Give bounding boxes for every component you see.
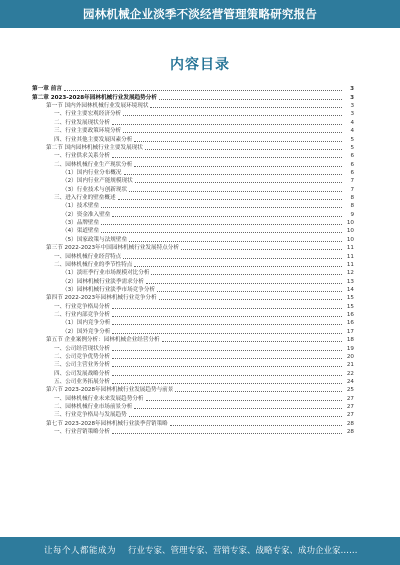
toc-entry-page: 15 bbox=[346, 303, 354, 310]
toc-leader-dots bbox=[123, 132, 342, 133]
toc-entry-title: （2）园林机械行业淡季需求分析 bbox=[62, 278, 144, 285]
toc-entry-title: 三、进入行业的壁垒概述 bbox=[54, 195, 116, 202]
toc-entry-page: 22 bbox=[346, 370, 354, 377]
toc-entry-title: 第三节 2022-2023年中国园林机械行业发展特点分析 bbox=[46, 245, 179, 252]
toc-entry-title: 第五节 企业案例分析：园林机械企业经营分析 bbox=[46, 337, 160, 344]
toc-entry[interactable] bbox=[32, 102, 354, 110]
toc-entry-page: 28 bbox=[346, 429, 354, 436]
toc-entry[interactable] bbox=[32, 369, 354, 377]
toc-entry[interactable] bbox=[32, 344, 354, 352]
toc-entry[interactable] bbox=[32, 85, 354, 93]
toc-leader-dots bbox=[112, 316, 342, 317]
toc-entry[interactable] bbox=[32, 118, 354, 126]
toc-leader-dots bbox=[159, 99, 342, 100]
toc-entry[interactable] bbox=[32, 269, 354, 277]
toc-leader-dots bbox=[123, 115, 342, 116]
toc-entry-title: 二、园林机械行业市场前景分析 bbox=[54, 404, 133, 411]
toc-entry[interactable] bbox=[32, 286, 354, 294]
toc-entry-title: 一、行业竞争格局分析 bbox=[54, 303, 110, 310]
toc-entry-page: 25 bbox=[346, 387, 354, 394]
toc-entry[interactable] bbox=[32, 353, 354, 361]
toc-entry-title: 二、园林机械行业生产现状分析 bbox=[54, 161, 133, 168]
toc-leader-dots bbox=[112, 216, 342, 217]
toc-entry-title: 一、园林机械行业经营特点 bbox=[54, 253, 122, 260]
toc-entry-page: 24 bbox=[346, 378, 354, 385]
toc-entry[interactable] bbox=[32, 127, 354, 135]
toc-entry-title: 一、园林机械行业未来发展趋势分析 bbox=[54, 395, 144, 402]
toc-entry[interactable] bbox=[32, 185, 354, 193]
toc-entry-title: 二、园林机械行业的季节性特点 bbox=[54, 261, 133, 268]
toc-entry[interactable] bbox=[32, 361, 354, 369]
toc-entry-title: （2）国外竞争分析 bbox=[62, 328, 111, 335]
toc-entry[interactable] bbox=[32, 210, 354, 218]
toc-entry-page: 13 bbox=[346, 278, 354, 285]
toc-entry-title: （5）国家政策与法规壁垒 bbox=[62, 236, 128, 243]
toc-leader-dots bbox=[112, 333, 342, 334]
toc-entry-page: 12 bbox=[346, 270, 354, 277]
toc-entry-page: 16 bbox=[346, 320, 354, 327]
toc-leader-dots bbox=[118, 199, 342, 200]
toc-leader-dots bbox=[145, 149, 342, 150]
toc-leader-dots bbox=[146, 400, 342, 401]
toc-entry-title: （3）行业技术与创新现状 bbox=[62, 186, 128, 193]
toc-entry-page: 6 bbox=[350, 161, 354, 168]
toc-entry-title: 第七节 2023-2028年园林机械行业淡季营销策略 bbox=[46, 420, 168, 427]
toc-entry-page: 19 bbox=[346, 345, 354, 352]
toc-entry-title: （1）国内行业分布概况 bbox=[62, 169, 122, 176]
report-title: 园林机械企业淡季不淡经营管理策略研究报告 bbox=[83, 7, 317, 21]
toc-leader-dots bbox=[112, 308, 342, 309]
toc-entry-page: 3 bbox=[350, 111, 354, 118]
toc-leader-dots bbox=[64, 90, 342, 91]
toc-entry[interactable] bbox=[32, 302, 354, 310]
toc-entry[interactable] bbox=[32, 327, 354, 335]
toc-entry-title: （4）渠道壁垒 bbox=[62, 228, 100, 235]
toc-entry-title: 一、行业供求关系分析 bbox=[54, 153, 110, 160]
toc-leader-dots bbox=[112, 383, 342, 384]
toc-entry-title: 第一章 前言 bbox=[32, 86, 62, 93]
toc-leader-dots bbox=[170, 425, 342, 426]
toc-entry-title: 一、行业营销策略分析 bbox=[54, 429, 110, 436]
toc-entry-page: 10 bbox=[346, 228, 354, 235]
toc-entry-title: 二、行业内部竞争分析 bbox=[54, 312, 110, 319]
toc-entry-title: 第六节 2023-2028年园林机械行业发展趋势与前景 bbox=[46, 387, 174, 394]
toc-leader-dots bbox=[112, 124, 342, 125]
toc-entry[interactable] bbox=[32, 386, 354, 394]
toc-leader-dots bbox=[101, 232, 342, 233]
toc-entry-page: 11 bbox=[346, 245, 354, 252]
toc-entry[interactable] bbox=[32, 403, 354, 411]
toc-entry-page: 6 bbox=[350, 153, 354, 160]
toc-leader-dots bbox=[175, 391, 342, 392]
toc-entry-page: 16 bbox=[346, 312, 354, 319]
toc-entry[interactable] bbox=[32, 294, 354, 302]
toc-entry[interactable] bbox=[32, 419, 354, 427]
toc-leader-dots bbox=[162, 341, 342, 342]
toc-leader-dots bbox=[129, 191, 342, 192]
toc-leader-dots bbox=[157, 291, 342, 292]
toc-entry-page: 21 bbox=[346, 362, 354, 369]
toc-leader-dots bbox=[134, 141, 342, 142]
toc-entry-title: （2）资金准入壁垒 bbox=[62, 211, 111, 218]
toc-entry-page: 3 bbox=[350, 94, 354, 101]
toc-leader-dots bbox=[112, 375, 342, 376]
toc-entry[interactable] bbox=[32, 169, 354, 177]
toc-entry-page: 18 bbox=[346, 337, 354, 344]
toc-entry-page: 10 bbox=[346, 236, 354, 243]
toc-entry[interactable] bbox=[32, 235, 354, 243]
toc-entry-title: 二、行业发展现状分析 bbox=[54, 119, 110, 126]
toc-entry-page: 28 bbox=[346, 420, 354, 427]
toc-entry[interactable] bbox=[32, 202, 354, 210]
toc-leader-dots bbox=[134, 408, 342, 409]
toc-entry-page: 3 bbox=[350, 86, 354, 93]
toc-entry-page: 11 bbox=[346, 261, 354, 268]
toc-leader-dots bbox=[159, 299, 342, 300]
toc-heading: 内容目录 bbox=[170, 57, 230, 73]
footer-bar bbox=[0, 537, 400, 565]
toc-entry-page: 7 bbox=[350, 186, 354, 193]
toc-leader-dots bbox=[135, 182, 342, 183]
toc-entry[interactable] bbox=[32, 261, 354, 269]
toc-entry-page: 4 bbox=[350, 119, 354, 126]
footer-slogan: 让每个人都能成为 bbox=[44, 546, 117, 556]
toc-entry-title: 四、公司发展战略分析 bbox=[54, 370, 110, 377]
toc-entry[interactable] bbox=[32, 244, 354, 252]
toc-entry[interactable] bbox=[32, 378, 354, 386]
toc-leader-dots bbox=[112, 350, 342, 351]
toc-leader-dots bbox=[123, 258, 342, 259]
toc-entry-page: 7 bbox=[350, 178, 354, 185]
toc-entry-title: 第二章 2023-2028年园林机械行业发展趋势分析 bbox=[32, 94, 157, 101]
toc-entry-page: 4 bbox=[350, 128, 354, 135]
toc-entry[interactable] bbox=[32, 277, 354, 285]
toc-entry[interactable] bbox=[32, 110, 354, 118]
toc-entry-title: 三、行业主要政策环境分析 bbox=[54, 128, 122, 135]
toc-entry-page: 8 bbox=[350, 203, 354, 210]
toc-entry[interactable] bbox=[32, 319, 354, 327]
toc-leader-dots bbox=[112, 157, 342, 158]
toc-entry-title: （3）品牌壁垒 bbox=[62, 220, 100, 227]
toc-entry-page: 5 bbox=[350, 136, 354, 143]
toc-entry-page: 27 bbox=[346, 395, 354, 402]
toc-entry[interactable] bbox=[32, 252, 354, 260]
toc-entry-title: 第四节 2022-2023年园林机械行业竞争分析 bbox=[46, 295, 157, 302]
toc-entry[interactable] bbox=[32, 394, 354, 402]
toc-leader-dots bbox=[112, 366, 342, 367]
footer-roles: 行业专家、管理专家、营销专家、战略专家、成功企业家…… bbox=[128, 546, 358, 556]
toc-leader-dots bbox=[129, 241, 342, 242]
table-of-contents bbox=[32, 85, 354, 436]
toc-leader-dots bbox=[134, 266, 342, 267]
toc-entry[interactable] bbox=[32, 219, 354, 227]
toc-leader-dots bbox=[129, 416, 342, 417]
toc-entry[interactable] bbox=[32, 194, 354, 202]
toc-entry[interactable] bbox=[32, 144, 354, 152]
toc-leader-dots bbox=[134, 166, 342, 167]
toc-leader-dots bbox=[112, 324, 342, 325]
toc-entry-page: 10 bbox=[346, 220, 354, 227]
toc-entry[interactable] bbox=[32, 336, 354, 344]
toc-entry-page: 9 bbox=[350, 211, 354, 218]
toc-entry-page: 17 bbox=[346, 328, 354, 335]
toc-entry-page: 3 bbox=[350, 103, 354, 110]
toc-entry[interactable] bbox=[32, 152, 354, 160]
toc-entry-page: 27 bbox=[346, 412, 354, 419]
toc-leader-dots bbox=[151, 274, 342, 275]
toc-entry-title: 三、公司主营业务分析 bbox=[54, 362, 110, 369]
toc-entry-page: 14 bbox=[346, 286, 354, 293]
toc-entry-title: 二、公司竞争优势分析 bbox=[54, 353, 110, 360]
toc-leader-dots bbox=[150, 107, 342, 108]
toc-entry[interactable] bbox=[32, 177, 354, 185]
toc-entry-title: （1）技术壁垒 bbox=[62, 203, 100, 210]
toc-leader-dots bbox=[101, 207, 342, 208]
toc-entry-page: 8 bbox=[350, 195, 354, 202]
toc-leader-dots bbox=[181, 249, 342, 250]
toc-entry[interactable] bbox=[32, 160, 354, 168]
toc-entry-title: 一、公司经营现状分析 bbox=[54, 345, 110, 352]
toc-entry-title: （1）国内竞争分析 bbox=[62, 320, 111, 327]
toc-entry-title: （3）园林机械行业淡季市场竞争分析 bbox=[62, 286, 156, 293]
toc-leader-dots bbox=[146, 283, 342, 284]
toc-entry[interactable] bbox=[32, 428, 354, 436]
toc-entry-title: 三、行业竞争格局与发展趋势 bbox=[54, 412, 127, 419]
toc-entry-title: （2）国内行业产能规模现状 bbox=[62, 178, 133, 185]
toc-entry[interactable] bbox=[32, 227, 354, 235]
toc-entry-title: 一、行业主要宏观经济分析 bbox=[54, 111, 122, 118]
toc-entry-page: 6 bbox=[350, 169, 354, 176]
toc-entry[interactable] bbox=[32, 311, 354, 319]
toc-entry-page: 20 bbox=[346, 353, 354, 360]
toc-entry-page: 11 bbox=[346, 253, 354, 260]
toc-entry-page: 15 bbox=[346, 295, 354, 302]
toc-entry[interactable] bbox=[32, 93, 354, 101]
toc-entry-title: （1）淡旺季行业市场规模对比分析 bbox=[62, 270, 150, 277]
toc-leader-dots bbox=[101, 224, 342, 225]
toc-leader-dots bbox=[124, 174, 343, 175]
toc-entry-title: 五、公司业务拓展分析 bbox=[54, 378, 110, 385]
toc-entry-title: 第一节 国内外园林机械行业发展环境现状 bbox=[46, 103, 149, 110]
toc-entry-page: 5 bbox=[350, 144, 354, 151]
toc-entry-title: 四、行业其他主要发展因素分析 bbox=[54, 136, 133, 143]
header-bar bbox=[0, 0, 400, 28]
toc-entry[interactable] bbox=[32, 411, 354, 419]
toc-leader-dots bbox=[112, 433, 342, 434]
toc-entry-page: 27 bbox=[346, 404, 354, 411]
toc-leader-dots bbox=[112, 358, 342, 359]
toc-entry-title: 第二节 国内园林机械行业主要发展现状 bbox=[46, 144, 143, 151]
toc-entry[interactable] bbox=[32, 135, 354, 143]
